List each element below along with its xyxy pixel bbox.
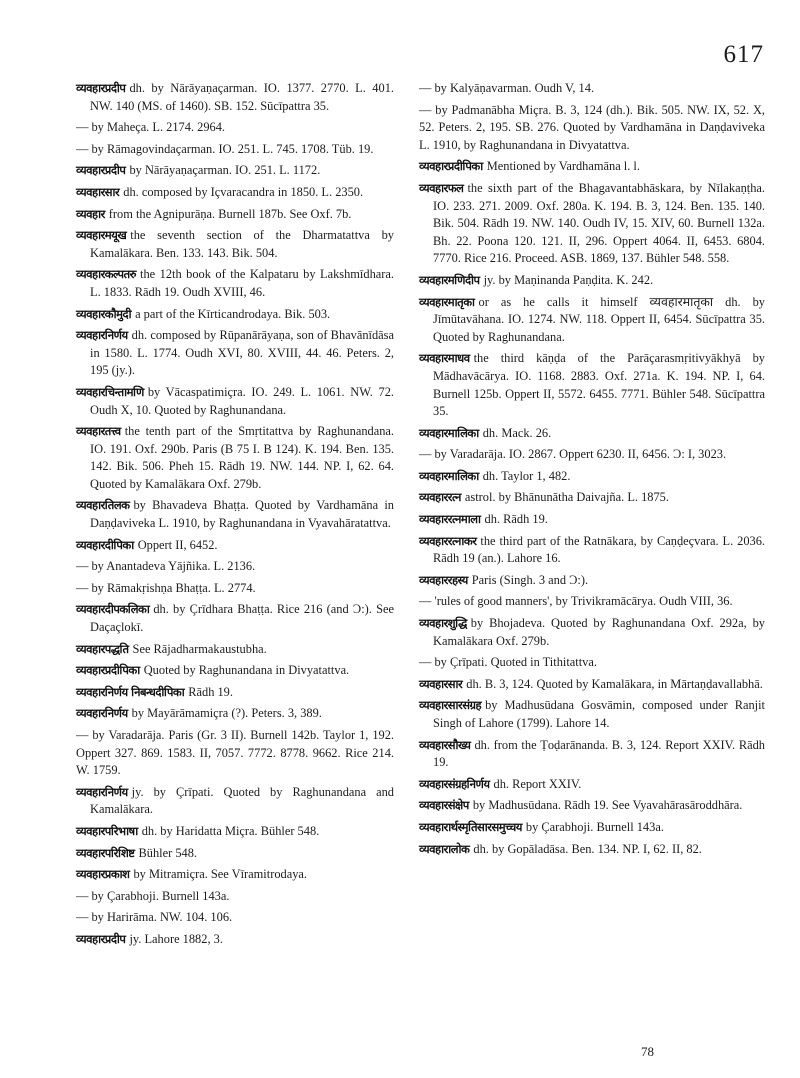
entry-headword: व्यवहारमाधव — [419, 351, 470, 366]
entry-text: — by Anantadeva Yājñika. L. 2136. — [76, 559, 256, 574]
entry-headword: व्यवहारनिर्णय — [76, 784, 128, 799]
entry-text: — by Çarabhoji. Burnell 143a. — [76, 888, 230, 903]
entry-text: by Bhavadeva Bhaṭṭa. Quoted by Vardhamāna in Daṇḍaviveka L. 1910, by Raghunandana in Vyavahāratattva. — [90, 498, 394, 531]
entry-headword: व्यवहाररहस्य — [419, 572, 468, 587]
entry-headword: व्यवहारपरिशिष्ट — [76, 845, 135, 860]
entry-text: the third kāṇḍa of the Parāçarasmṛitivyākhyā by Mādhavācārya. IO. 1168. 2883. Oxf. 271a. K. 194. NP. I, 64. Burnell 125b. Oppert II, 5572. 6455. 7771. Bühler 548. Sūcīpattra 35. — [433, 351, 765, 419]
entry-text: dh. Mack. 26. — [482, 425, 552, 440]
entry-headword: व्यवहारचिन्तामणि — [76, 384, 144, 399]
page-number: 617 — [723, 41, 764, 68]
catalogue-entry — [76, 227, 394, 262]
entry-headword: व्यवहारनिर्णय — [76, 706, 128, 721]
catalogue-entry — [419, 446, 765, 464]
entry-headword: व्यवहारसंग्रहनिर्णय — [419, 776, 490, 791]
entry-text: or as he calls it himself व्यवहारमातृका dh. by Jīmūtavāhana. IO. 1274. NW. 118. Oppert II, 6454. Sūcīpattra 35. Quoted by Raghunandana. — [433, 294, 765, 344]
catalogue-entry — [76, 705, 394, 723]
entry-text: by Madhusūdana Gosvāmin, composed under Ranjit Singh of Lahore (1799). Lahore 14. — [433, 698, 765, 730]
catalogue-entry — [76, 641, 394, 659]
entry-text: — 'rules of good manners', by Trivikramācārya. Oudh VIII, 36. — [419, 594, 733, 609]
entry-headword: व्यवहारमालिका — [419, 468, 479, 483]
entry-headword: व्यवहारमयूख — [76, 228, 127, 243]
catalogue-entry — [419, 819, 765, 837]
entry-headword: व्यवहारसंक्षेप — [419, 798, 469, 813]
entry-text: by Vācaspatimiçra. IO. 249. L. 1061. NW. 72. Oudh X, 10. Quoted by Raghunandana. — [90, 384, 394, 417]
entry-text: by Nārāyaṇaçarman. IO. 251. L. 1172. — [129, 163, 321, 178]
entry-text: by Bhojadeva. Quoted by Raghunandana Oxf. 292a, by Kamalākara Oxf. 279b. — [433, 616, 765, 648]
entry-text: jy. Lahore 1882, 3. — [129, 931, 223, 946]
catalogue-entry — [419, 102, 765, 155]
catalogue-entry — [76, 866, 394, 884]
entry-headword: व्यवहारसार — [76, 184, 120, 199]
entry-text: dh. by Haridatta Miçra. Bühler 548. — [141, 823, 320, 838]
catalogue-entry — [419, 350, 765, 420]
entry-text: the seventh section of the Dharmatattva by Kamalākara. Ben. 133. 143. Bik. 504. — [90, 228, 394, 260]
entry-text: Oppert II, 6452. — [137, 537, 218, 552]
entry-text: See Rājadharmakaustubha. — [132, 641, 267, 656]
catalogue-entry — [419, 841, 765, 859]
catalogue-entry — [76, 423, 394, 493]
entry-text: by Mayārāmamiçra (?). Peters. 3, 389. — [131, 706, 322, 721]
catalogue-entry — [76, 684, 394, 702]
signature-number: 78 — [641, 1044, 654, 1059]
catalogue-entry — [76, 784, 394, 819]
entry-text: by Çarabhoji. Burnell 143a. — [525, 819, 664, 834]
right-column — [419, 80, 765, 862]
entry-text: Quoted by Raghunandana in Divyatattva. — [143, 663, 350, 678]
entry-text: — by Rāmakṛishṇa Bhaṭṭa. L. 2774. — [76, 580, 256, 595]
catalogue-entry — [76, 823, 394, 841]
entry-headword: व्यवहारप्रदीपिका — [419, 159, 483, 174]
left-column — [76, 80, 394, 953]
catalogue-entry — [76, 266, 394, 301]
catalogue-entry — [419, 797, 765, 815]
entry-text: dh. composed by Içvaracandra in 1850. L. 2350. — [123, 184, 364, 199]
entry-headword: व्यवहाररत्न — [419, 490, 461, 505]
catalogue-entry — [76, 306, 394, 324]
entry-headword: व्यवहारार्थस्मृतिसारसमुच्चय — [419, 819, 522, 834]
entry-text: the sixth part of the Bhagavantabhāskara, by Nīlakaṇṭha. IO. 233. 271. 2009. Oxf. 280a. K. 194. B. 3, 124. Ben. 135. 140. Bik. 504. Rādh 19. NW. 140. Oudh IV, 15. XIV, 60. Burnell 132a. Bh. 22. Poona 120. 121. II, 296. Oppert 4064. II, 6453. 6804. 7770. Rice 216. Proceed. ASB. 1869, 137. Bühler 548. 558. — [433, 180, 765, 266]
entry-headword: व्यवहारदीपिका — [76, 537, 134, 552]
catalogue-entry — [419, 80, 765, 98]
entry-headword: व्यवहारपरिभाषा — [76, 823, 138, 838]
entry-headword: व्यवहारप्रदीप — [76, 163, 126, 178]
entry-headword: व्यवहारशुद्धि — [419, 616, 467, 631]
entry-text: dh. B. 3, 124. Quoted by Kamalākara, in Mārtaṇḍavallabhā. — [466, 676, 763, 691]
entry-text: — by Maheça. L. 2174. 2964. — [76, 120, 226, 135]
catalogue-entry — [419, 697, 765, 732]
entry-text: dh. composed by Rūpanārāyaṇa, son of Bhavānīdāsa in 1580. L. 1774. Oudh XVI, 80. XVIII, 44. 46. Peters. 2, 195 (jy.). — [90, 328, 394, 378]
entry-headword: व्यवहारालोक — [419, 841, 470, 856]
entry-headword: व्यवहाररत्नाकर — [419, 533, 477, 548]
entry-headword: व्यवहारकौमुदी — [76, 306, 132, 321]
catalogue-entry — [76, 162, 394, 180]
entry-headword: व्यवहारमातृका — [419, 294, 475, 309]
catalogue-entry — [419, 489, 765, 507]
entry-headword: व्यवहारतत्त्व — [76, 424, 121, 439]
catalogue-entry — [76, 537, 394, 555]
catalogue-entry — [76, 206, 394, 224]
catalogue-entry — [76, 888, 394, 906]
catalogue-entry — [419, 180, 765, 268]
entry-text: — by Varadarāja. Paris (Gr. 3 II). Burnell 142b. Taylor 1, 192. Oppert 327. 869. 1583. II, 7057. 7772. 8778. 9662. Rice 214. W. 1759. — [76, 728, 394, 778]
catalogue-entry — [419, 593, 765, 611]
catalogue-entry — [76, 497, 394, 532]
catalogue-entry — [419, 615, 765, 650]
catalogue-entry — [419, 272, 765, 290]
entry-headword: व्यवहार — [76, 206, 105, 221]
entry-text: by Mitramiçra. See Vīramitrodaya. — [133, 867, 307, 882]
catalogue-entry — [76, 327, 394, 380]
entry-text: — by Harirāma. NW. 104. 106. — [76, 910, 233, 925]
entry-headword: व्यवहारमालिका — [419, 425, 479, 440]
entry-headword: व्यवहारसौख्य — [419, 737, 471, 752]
entry-headword: व्यवहारमणिदीप — [419, 272, 480, 287]
entry-headword: व्यवहारफल — [419, 180, 464, 195]
entry-headword: व्यवहारप्रदीपिका — [76, 663, 140, 678]
entry-text: dh. from the Ṭoḍarānanda. B. 3, 124. Report XXIV. Rādh 19. — [433, 737, 765, 770]
catalogue-entry — [76, 662, 394, 680]
catalogue-entry — [76, 727, 394, 780]
entry-headword: व्यवहारप्रदीप — [76, 931, 126, 946]
entry-headword: व्यवहारतिलक — [76, 498, 130, 513]
entry-headword: व्यवहारसार — [419, 676, 463, 691]
entry-text: Paris (Singh. 3 and Ɔ:). — [471, 572, 589, 587]
entry-headword: व्यवहारप्रकाश — [76, 867, 130, 882]
entry-text: from the Agnipurāṇa. Burnell 187b. See Oxf. 7b. — [108, 206, 352, 221]
catalogue-entry — [419, 425, 765, 443]
entry-headword: व्यवहारनिर्णय — [76, 328, 128, 343]
catalogue-entry — [419, 654, 765, 672]
entry-headword: व्यवहारकल्पतरु — [76, 267, 137, 282]
entry-text: Bühler 548. — [138, 845, 198, 860]
entry-text: dh. by Gopāladāsa. Ben. 134. NP. I, 62. II, 82. — [473, 841, 702, 856]
catalogue-entry — [76, 931, 394, 949]
entry-text: dh. by Nārāyaṇaçarman. IO. 1377. 2770. L. 401. NW. 140 (MS. of 1460). SB. 152. Sūcīpattra 35. — [90, 81, 394, 113]
entry-text: the tenth part of the Smṛtitattva by Raghunandana. IO. 191. Oxf. 290b. Paris (B 75 I. B 124). K. 194. Ben. 135. 142. Bik. 506. Pheh 15. Rādh 19. NW. 144. NP. I, 62. 64. Quoted by Kamalākara Oxf. 279b. — [90, 424, 394, 491]
catalogue-entry — [419, 294, 765, 347]
entry-text: astrol. by Bhānunātha Daivajña. L. 1875. — [464, 490, 669, 505]
entry-text: a part of the Kīrticandrodaya. Bik. 503. — [135, 306, 331, 321]
catalogue-entry — [76, 558, 394, 576]
entry-text: dh. Report XXIV. — [493, 776, 582, 791]
catalogue-entry — [76, 184, 394, 202]
entry-text: dh. by Çrīdhara Bhaṭṭa. Rice 216 (and Ɔ:). See Daçaçlokī. — [90, 602, 394, 635]
entry-text: the 12th book of the Kalpataru by Lakshmīdhara. L. 1833. Rādh 19. Oudh XVIII, 46. — [90, 267, 394, 299]
entry-text: jy. by Maṇinanda Paṇḍita. K. 242. — [483, 272, 654, 287]
catalogue-entry — [419, 776, 765, 794]
catalogue-entry — [76, 119, 394, 137]
catalogue-entry — [419, 737, 765, 772]
catalogue-entry — [76, 909, 394, 927]
catalogue-entry — [419, 676, 765, 694]
catalogue-entry — [419, 511, 765, 529]
entry-text: — by Rāmagovindaçarman. IO. 251. L. 745. 1708. Tüb. 19. — [76, 141, 374, 156]
entry-text: Mentioned by Vardhamāna l. l. — [486, 159, 640, 174]
entry-headword: व्यवहारप्रदीप — [76, 81, 126, 95]
catalogue-entry — [76, 80, 394, 115]
entry-headword: व्यवहारनिर्णय निबन्धदीपिका — [76, 684, 185, 699]
entry-text: — by Kalyāṇavarman. Oudh V, 14. — [419, 81, 595, 95]
catalogue-entry — [76, 845, 394, 863]
catalogue-entry — [76, 141, 394, 159]
entry-text: dh. Rādh 19. — [484, 512, 548, 527]
entry-text: jy. by Çrīpati. Quoted by Raghunandana and Kamalākara. — [90, 784, 394, 817]
catalogue-entry — [419, 158, 765, 176]
catalogue-entry — [419, 468, 765, 486]
catalogue-entry — [76, 601, 394, 636]
catalogue-entry — [419, 572, 765, 590]
entry-text: — by Varadarāja. IO. 2867. Oppert 6230. II, 6456. Ɔ: I, 3023. — [419, 447, 727, 462]
entry-headword: व्यवहारसारसंग्रह — [419, 698, 482, 713]
catalogue-entry — [76, 580, 394, 598]
entry-text: by Madhusūdana. Rādh 19. See Vyavahārasāroddhāra. — [472, 798, 743, 813]
entry-headword: व्यवहारदीपकलिका — [76, 602, 150, 617]
entry-headword: व्यवहारपद्धति — [76, 641, 129, 656]
entry-headword: व्यवहाररत्नमाला — [419, 512, 481, 527]
entry-text: Rādh 19. — [188, 684, 233, 699]
catalogue-entry — [76, 384, 394, 419]
entry-text: dh. Taylor 1, 482. — [482, 468, 571, 483]
entry-text: — by Çrīpati. Quoted in Tithitattva. — [419, 655, 597, 670]
entry-text: — by Padmanābha Miçra. B. 3, 124 (dh.). Bik. 505. NW. IX, 52. X, 52. Peters. 2, 195. SB. 276. Quoted by Vardhamāna in Daṇḍaviveka L. 1910, by Raghunandana in Divyatattva. — [419, 102, 765, 152]
entry-text: the third part of the Ratnākara, by Caṇḍeçvara. L. 2036. Rādh 19 (an.). Lahore 16. — [433, 533, 765, 566]
catalogue-entry — [419, 533, 765, 568]
